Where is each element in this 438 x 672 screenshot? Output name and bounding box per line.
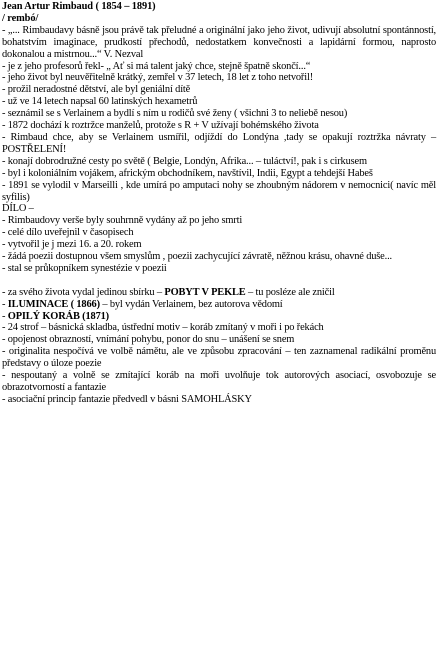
text-span: - vytvořil je j mezi 16. a 20. rokem (2, 239, 142, 251)
text-span: - Rimbaudovy verše byly souhrnně vydány až po jeho smrti (2, 215, 243, 227)
document-body (2, 25, 436, 406)
text-span: - prožil neradostné dětství, ale byl geniální dítě (2, 84, 191, 96)
text-span: - Rimbaud chce, aby se Verlainem usmířil, odjíždí do Londýna ,tady se opakují roztržka návraty – POSTŘELENÍ! (2, 131, 436, 155)
text-line (2, 25, 436, 61)
text-span: - za svého života vydal jedinou sbírku – (2, 286, 165, 298)
text-line (2, 263, 436, 275)
text-line (2, 72, 436, 84)
text-span: - konají dobrodružné cesty po světě ( Belgie, Londýn, Afrika... – tuláctví!, pak i s cirkusem (2, 155, 367, 167)
blank-line (2, 275, 436, 287)
document-subtitle: / rembó/ (2, 12, 39, 24)
text-span: - asociační princip fantazie předvedl v básni SAMOHLÁSKY (2, 393, 252, 405)
text-span: - seznámil se s Verlainem a bydlí s ním u rodičů své ženy ( všichni 3 to neliebě nesou) (2, 108, 348, 120)
text-line (2, 299, 436, 311)
text-span: - (2, 310, 8, 322)
text-span: – byl vydán Verlainem, bez autorova vědomí (99, 298, 283, 310)
text-line (2, 311, 436, 323)
text-line (2, 84, 436, 96)
text-line (2, 180, 436, 204)
document-title: Jean Artur Rimbaud ( 1854 – 1891) (2, 1, 156, 12)
text-span: DÍLO – (2, 203, 34, 215)
text-line (2, 346, 436, 370)
text-span: - (2, 298, 8, 310)
text-line (2, 370, 436, 394)
text-line (2, 287, 436, 299)
text-line (2, 227, 436, 239)
text-line (2, 239, 436, 251)
text-line (2, 61, 436, 73)
text-span: - už ve 14 letech napsal 60 latinských hexametrů (2, 96, 198, 108)
text-line (2, 334, 436, 346)
text-span: - 1891 se vylodil v Marseilli , kde umírá po amputaci nohy se zhoubným nádorem v nemocnici( navíc měl syfilis) (2, 179, 436, 203)
text-span: - stal se průkopníkem synestézie v poezii (2, 262, 167, 274)
text-line (2, 96, 436, 108)
text-line (2, 132, 436, 156)
text-line (2, 203, 436, 215)
text-span: - žádá poezii dostupnou všem smyslům , poezii zachycující závratě, něžnou krásu, ohavné duše... (2, 251, 392, 263)
text-span: - „... Rimbaudavy básně jsou právě tak přeludné a originální jako jeho život, udivují absolutní spontánností, bohatstvím imaginace, prudkostí přechodů, nedostatkem konvečnosti a lapidární formou, naprosto dokonalou a mistrnou...“ V. Nezval (2, 24, 436, 60)
bold-text: POBYT V PEKLE (164, 286, 246, 298)
text-span: - byl i koloniálním vojákem, africkým obchodníkem, navštívil, Indii, Egypt a tehdejší Habeš (2, 167, 373, 179)
text-span: - jeho život byl neuvěřitelně krátký, zemřel v 37 letech, 18 let z toho netvořil! (2, 72, 314, 84)
text-line (2, 120, 436, 132)
text-line (2, 251, 436, 263)
text-line (2, 322, 436, 334)
text-span: - nespoutaný a volně se zmítající koráb na moři uvolňuje tok autorových asociací, osvobozuje se obrazotvorností a fantazie (2, 370, 436, 393)
text-line (2, 394, 436, 406)
bold-text: ILUMINACE ( 1866) (7, 298, 100, 310)
text-span: - 1872 dochází k roztržce manželů, protože s R + V užívají bohémského života (2, 120, 319, 132)
text-span: - celé dílo uveřejnil v časopisech (2, 227, 134, 239)
text-line (2, 156, 436, 168)
text-span: - opojenost obrazností, vnímání pohybu, ponor do snu – unášení se snem (2, 334, 295, 346)
text-line (2, 215, 436, 227)
text-span: – tu posléze ale zničil (245, 286, 335, 298)
bold-text: OPILÝ KORÁB (1871) (7, 310, 109, 322)
text-line (2, 168, 436, 180)
text-span: - originalita nespočívá ve volbě námětu, ale ve způsobu zpracování – ten zaznamenal radikální proměnu představy o úloze poezie (2, 346, 436, 370)
text-line (2, 108, 436, 120)
text-span: - je z jeho profesorů řekl- „ Ať si má talent jaký chce, stejně špatně skončí...“ (2, 60, 311, 72)
text-span: - 24 strof – básnická skladba, ústřední motiv – koráb zmítaný v moři i po řekách (2, 322, 324, 334)
